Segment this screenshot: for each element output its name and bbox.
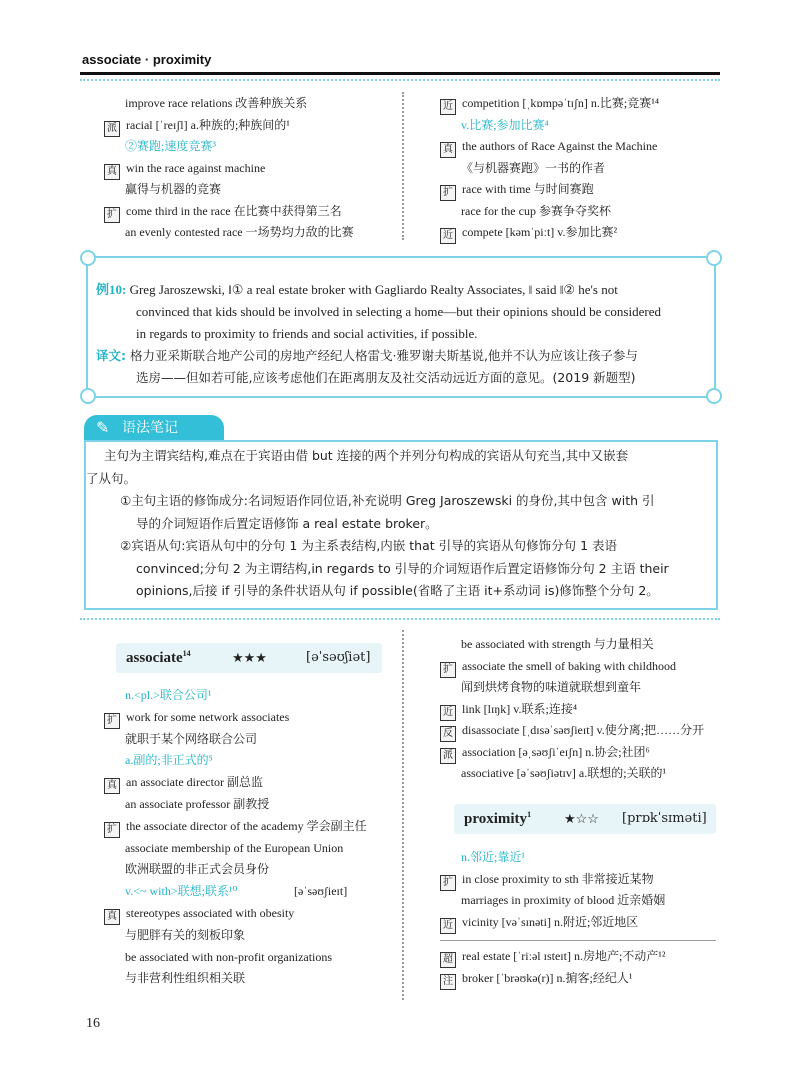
headword-proximity <box>454 804 716 834</box>
entry-row <box>104 117 290 137</box>
column-divider <box>402 92 404 240</box>
entry-text: 赢得与机器的竞赛 <box>125 182 222 196</box>
entry-text: race with time 与时间赛跑 <box>462 182 594 196</box>
entry-row <box>104 160 265 180</box>
entry-marker: 扩 <box>104 207 120 223</box>
entry-text: real estate [ˈriːəl ɪsteɪt] n.房地产;不动产¹² <box>462 949 666 963</box>
entry-row <box>104 687 211 703</box>
entry-row <box>104 883 348 899</box>
entry-marker: 扩 <box>440 662 456 678</box>
entry-row <box>104 752 213 768</box>
entry-row <box>440 914 638 934</box>
entry-marker: 派 <box>104 121 120 137</box>
entry-row <box>440 849 525 865</box>
entry-row <box>440 160 605 176</box>
example-line-2: convinced that kids should be involved in selecting a home—but their opinions should be considered <box>136 304 661 319</box>
entry-text: link [lɪŋk] v.联系;连接⁴ <box>462 701 578 716</box>
entry-text: work for some network associates <box>126 709 290 724</box>
entry-row <box>104 138 216 154</box>
grammar-line: 主句为主谓宾结构,难点在于宾语由借 but 连接的两个并列分句构成的宾语从句充当,其中又嵌套 <box>104 448 629 463</box>
entry-text: associate membership of the European Union <box>125 840 344 855</box>
entry-marker: 扩 <box>440 875 456 891</box>
entry-text: associative [əˈsəʊʃiətɪv] a.联想的;关联的¹ <box>461 766 667 780</box>
entry-text: improve race relations 改善种族关系 <box>125 96 308 110</box>
entry-text: disassociate [ˌdɪsəˈsəʊʃieɪt] v.使分离;把……分开 <box>462 723 705 737</box>
entry-row <box>440 948 665 968</box>
grammar-line: 导的介词短语作后置定语修饰 a real estate broker。 <box>136 515 438 531</box>
entry-marker: 派 <box>440 748 456 764</box>
entry-text: n.邻近;靠近¹ <box>461 850 525 864</box>
translation-line-2: 选房——但如若可能,应该考虑他们在距离朋友及社交活动远近方面的意见。(2019 新题型) <box>136 370 636 385</box>
entry-row <box>104 818 367 838</box>
entry-text: 与非营利性组织相关联 <box>125 971 246 986</box>
entry-row <box>440 722 704 742</box>
entry-row <box>440 203 611 219</box>
entry-marker: 扩 <box>440 185 456 201</box>
entry-row <box>104 224 354 240</box>
entry-marker: 近 <box>440 705 456 721</box>
example-line-1: 例10: Greg Jaroszewski, ‖① a real estate broker with Gagliardo Realty Associates, ‖ said ‖② he's not <box>96 282 618 297</box>
entry-row <box>440 701 577 721</box>
grammar-line: ①主句主语的修饰成分:名词短语作同位语,补充说明 Greg Jaroszewski 的身份,其中包含 with 引 <box>120 493 655 508</box>
frequency: 14 <box>182 649 191 658</box>
column-divider <box>402 630 404 1000</box>
entry-row <box>104 95 307 111</box>
translation-label: 译文: <box>96 348 126 363</box>
difficulty-stars: ★★★ <box>232 651 267 666</box>
corner-ornament <box>706 388 722 404</box>
entry-text: n.<pl.>联合公司¹ <box>125 688 212 702</box>
notes-separator <box>440 940 716 941</box>
entry-marker: 扩 <box>104 713 120 729</box>
entry-text: broker [ˈbrəʊkə(r)] n.掮客;经纪人¹ <box>462 971 633 985</box>
corner-ornament <box>80 388 96 404</box>
entry-marker: 近 <box>440 228 456 244</box>
entry-row <box>104 731 257 747</box>
entry-row <box>104 840 343 856</box>
entry-row <box>104 796 269 812</box>
entry-row <box>104 203 342 223</box>
entry-marker: 反 <box>440 726 456 742</box>
entry-text: stereotypes associated with obesity <box>126 906 295 920</box>
entry-row <box>440 970 632 990</box>
entry-row <box>440 658 676 678</box>
entry-text: compete [kəmˈpiːt] v.参加比赛² <box>462 225 618 239</box>
entry-row <box>104 709 289 729</box>
running-header: associate · proximity <box>82 52 212 67</box>
grammar-notes-tab: ✎ 语法笔记 <box>84 415 224 441</box>
entry-marker: 近 <box>440 99 456 115</box>
entry-text: v.比赛;参加比赛⁴ <box>461 117 549 132</box>
entry-text: race for the cup 参赛争夺奖杯 <box>461 203 611 218</box>
entry-row <box>440 95 659 115</box>
translation-line-1: 译文: 格力亚采斯联合地产公司的房地产经纪人格雷戈·雅罗谢夫斯基说,他并不认为应该让孩子参与 <box>96 348 638 363</box>
entry-row <box>440 636 654 652</box>
entry-row <box>440 871 654 891</box>
entry-marker: 扩 <box>104 822 120 838</box>
entry-row <box>104 861 269 877</box>
entry-text: 《与机器赛跑》一书的作者 <box>461 160 606 175</box>
phonetic: [əˈsəʊʃiət] <box>306 650 371 665</box>
entry-row <box>104 970 245 986</box>
corner-ornament <box>80 250 96 266</box>
entry-row <box>104 949 332 965</box>
entry-text: an evenly contested race 一场势均力敌的比赛 <box>125 225 354 239</box>
entry-row <box>104 774 263 794</box>
entry-text: 欧洲联盟的非正式会员身份 <box>125 862 270 877</box>
entry-row <box>440 224 617 244</box>
entry-marker: 真 <box>440 142 456 158</box>
entry-text: the authors of Race Against the Machine <box>462 139 658 153</box>
grammar-line: 了从句。 <box>86 470 137 486</box>
entry-row <box>440 138 657 158</box>
entry-text: 闻到烘烤食物的味道就联想到童年 <box>461 680 642 694</box>
entry-row <box>440 765 666 781</box>
entry-text: 与肥胖有关的刻板印象 <box>125 927 246 942</box>
entry-text: vicinity [vəˈsɪnəti] n.附近;邻近地区 <box>462 914 639 929</box>
entry-text: associate the smell of baking with childhood <box>462 658 676 673</box>
entry-row <box>440 181 594 201</box>
entry-text: be associated with strength 与力量相关 <box>461 637 654 651</box>
entry-text: an associate professor 副教授 <box>125 797 270 811</box>
header-dotted-rule <box>80 79 720 81</box>
grammar-line: convinced;分句 2 为主谓结构,in regards to 引导的介词短语作后置定语修饰分句 2 主语 their <box>136 560 669 576</box>
entry-text: be associated with non-profit organizations <box>125 949 333 964</box>
entry-text: win the race against machine <box>126 160 266 175</box>
entry-row <box>104 181 221 197</box>
entry-text: ②赛跑;速度竞赛³ <box>125 139 216 153</box>
entry-text: a.副的;非正式的⁵ <box>125 753 213 768</box>
entry-marker: 超 <box>440 952 456 968</box>
phonetic: [əˈsəʊʃieɪt] <box>294 884 348 899</box>
entry-row <box>104 927 245 943</box>
entry-row <box>440 117 549 133</box>
entry-marker: 真 <box>104 909 120 925</box>
section-dotted-rule <box>80 618 720 620</box>
entry-marker: 近 <box>440 918 456 934</box>
frequency: 1 <box>527 810 532 819</box>
headword-associate <box>116 643 382 673</box>
header-rule <box>80 72 720 75</box>
entry-text: in close proximity to sth 非常接近某物 <box>462 871 654 886</box>
entry-text: v.<~ with>联想;联系¹⁰ <box>125 884 238 899</box>
entry-row <box>440 744 650 764</box>
entry-row <box>440 892 665 908</box>
entry-row <box>104 905 294 925</box>
entry-text: come third in the race 在比赛中获得第三名 <box>126 203 342 218</box>
entry-row <box>440 679 641 695</box>
phonetic: [prɒkˈsɪməti] <box>622 811 707 826</box>
entry-marker: 注 <box>440 974 456 990</box>
pen-icon: ✎ <box>96 418 110 437</box>
entry-text: competition [ˌkɒmpəˈtɪʃn] n.比赛;竞赛¹⁴ <box>462 96 660 110</box>
grammar-line: opinions,后接 if 引导的条件状语从句 if possible(省略了主语 it+系动词 is)修饰整个分句 2。 <box>136 583 659 598</box>
headword-text: associate <box>126 650 183 666</box>
headword-text: proximity <box>464 811 528 827</box>
page-number: 16 <box>86 1016 100 1031</box>
difficulty-stars: ★☆☆ <box>564 812 599 827</box>
grammar-line: ②宾语从句:宾语从句中的分句 1 为主系表结构,内嵌 that 引导的宾语从句修饰分句 1 表语 <box>120 538 618 553</box>
example-label: 例10: <box>96 282 127 297</box>
entry-text: the associate director of the academy 学会副主任 <box>126 818 367 833</box>
entry-marker: 真 <box>104 164 120 180</box>
entry-text: racial [ˈreɪʃl] a.种族的;种族间的¹ <box>126 117 290 132</box>
entry-text: an associate director 副总监 <box>126 775 263 790</box>
example-line-3: in regards to proximity to friends and social activities, if possible. <box>136 326 478 341</box>
corner-ornament <box>706 250 722 266</box>
entry-text: marriages in proximity of blood 近亲婚姻 <box>461 893 666 907</box>
entry-marker: 真 <box>104 778 120 794</box>
entry-text: association [əˌsəʊʃiˈeɪʃn] n.协会;社团⁶ <box>462 744 650 759</box>
entry-text: 就职于某个网络联合公司 <box>125 731 258 746</box>
